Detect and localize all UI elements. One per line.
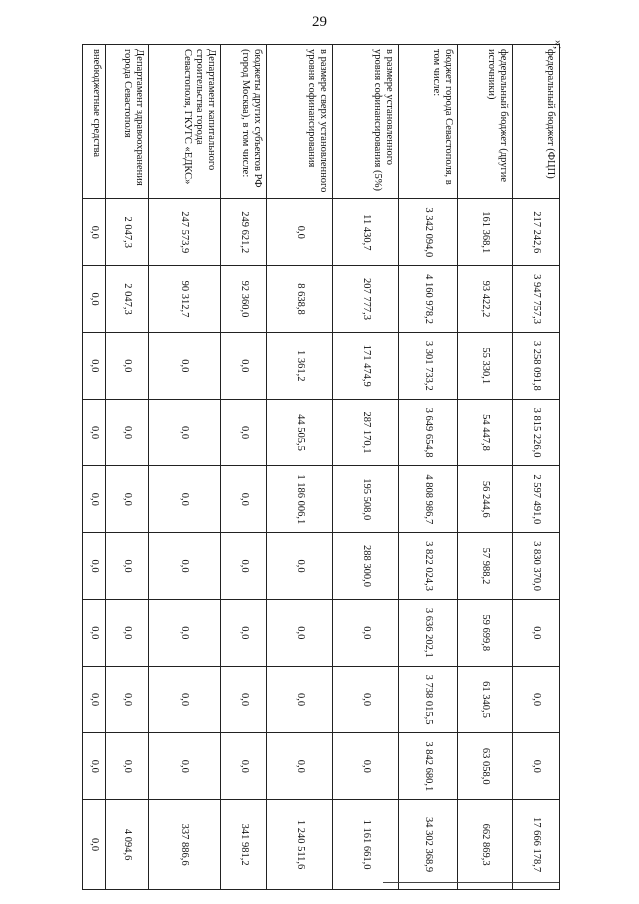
year-value-cell: 0,0 <box>513 733 560 800</box>
table-row <box>398 45 457 890</box>
year-value-cell: 0,0 <box>148 466 220 533</box>
row-total-cell: 0,0 <box>83 800 106 890</box>
row-label: в размере сверх установленного уровня софинансирования <box>267 45 333 199</box>
year-value-cell: 247 573,9 <box>148 199 220 266</box>
year-value-cell: 0,0 <box>267 733 333 800</box>
year-value-cell: 0,0 <box>83 332 106 399</box>
year-value-cell: 0,0 <box>220 399 267 466</box>
year-value-cell: 0,0 <box>267 199 333 266</box>
year-value-cell: 0,0 <box>220 533 267 600</box>
year-value-cell: 0,0 <box>513 599 560 666</box>
table-row <box>513 45 560 890</box>
year-value-cell: 0,0 <box>106 332 148 399</box>
row-label: федеральный бюджет (ФЦП) <box>513 45 560 199</box>
year-value-cell: 3 649 654,8 <box>398 399 457 466</box>
year-value-cell: 4 808 986,7 <box>398 466 457 533</box>
year-value-cell: 0,0 <box>267 533 333 600</box>
row-total-cell: 34 302 368,9 <box>398 800 457 890</box>
row-total-cell: 337 886,6 <box>148 800 220 890</box>
year-value-cell: 0,0 <box>83 666 106 733</box>
table-row <box>267 45 333 890</box>
row-label: федеральный бюджет (другие источники) <box>458 45 513 199</box>
row-label: бюджет города Севастополя, в том числе: <box>398 45 457 199</box>
year-value-cell: 0,0 <box>148 666 220 733</box>
table-row <box>83 45 106 890</box>
year-value-cell: 0,0 <box>83 199 106 266</box>
row-label: Департамент здравоохранения города Севастополя <box>106 45 148 199</box>
year-value-cell: 3 301 733,2 <box>398 332 457 399</box>
row-total-cell: 1 161 661,0 <box>333 800 399 890</box>
year-value-cell: 0,0 <box>333 666 399 733</box>
row-label: в размере установленного уровня софинансирования (5%) <box>333 45 399 199</box>
year-value-cell: 56 244,6 <box>458 466 513 533</box>
year-value-cell: 0,0 <box>220 599 267 666</box>
year-value-cell: 0,0 <box>106 466 148 533</box>
year-value-cell: 207 777,3 <box>333 266 399 333</box>
year-value-cell: 0,0 <box>106 666 148 733</box>
year-value-cell: 11 430,7 <box>333 199 399 266</box>
year-value-cell: 0,0 <box>106 599 148 666</box>
year-value-cell: 0,0 <box>83 466 106 533</box>
year-value-cell: 0,0 <box>333 599 399 666</box>
year-value-cell: 0,0 <box>220 733 267 800</box>
year-value-cell: 0,0 <box>106 733 148 800</box>
side-mark: »; <box>552 40 566 50</box>
year-value-cell: 249 621,2 <box>220 199 267 266</box>
year-value-cell: 8 638,8 <box>267 266 333 333</box>
year-value-cell: 54 447,8 <box>458 399 513 466</box>
year-value-cell: 171 474,9 <box>333 332 399 399</box>
year-value-cell: 92 360,0 <box>220 266 267 333</box>
row-label: Департамент капитального строительства города Севастополя, ГКУГС «ЕДКС» <box>148 45 220 199</box>
year-value-cell: 3 947 757,3 <box>513 266 560 333</box>
year-value-cell: 1 186 006,1 <box>267 466 333 533</box>
year-value-cell: 0,0 <box>148 533 220 600</box>
rotated-table-container <box>82 44 560 890</box>
year-value-cell: 0,0 <box>148 332 220 399</box>
year-value-cell: 0,0 <box>148 733 220 800</box>
year-value-cell: 55 330,1 <box>458 332 513 399</box>
year-value-cell: 161 368,1 <box>458 199 513 266</box>
row-total-cell: 17 666 178,7 <box>513 800 560 890</box>
year-value-cell: 0,0 <box>83 733 106 800</box>
year-value-cell: 1 361,2 <box>267 332 333 399</box>
table-row <box>106 45 148 890</box>
year-value-cell: 3 738 015,5 <box>398 666 457 733</box>
financing-table <box>82 44 560 890</box>
year-value-cell: 0,0 <box>267 599 333 666</box>
year-value-cell: 0,0 <box>106 399 148 466</box>
year-value-cell: 0,0 <box>83 399 106 466</box>
row-total-cell: 341 981,2 <box>220 800 267 890</box>
year-value-cell: 3 842 680,1 <box>398 733 457 800</box>
year-value-cell: 0,0 <box>220 332 267 399</box>
row-label: бюджеты других субъектов РФ (город Москва), в том числе: <box>220 45 267 199</box>
year-value-cell: 0,0 <box>83 266 106 333</box>
year-value-cell: 0,0 <box>83 533 106 600</box>
year-value-cell: 0,0 <box>106 533 148 600</box>
row-total-cell: 662 869,3 <box>458 800 513 890</box>
year-value-cell: 0,0 <box>333 733 399 800</box>
footer-line <box>383 882 559 883</box>
year-value-cell: 2 597 491,0 <box>513 466 560 533</box>
table-row <box>220 45 267 890</box>
year-value-cell: 63 058,0 <box>458 733 513 800</box>
year-value-cell: 287 170,1 <box>333 399 399 466</box>
year-value-cell: 93 422,2 <box>458 266 513 333</box>
year-value-cell: 0,0 <box>83 599 106 666</box>
year-value-cell: 2 047,3 <box>106 266 148 333</box>
row-total-cell: 1 240 511,6 <box>267 800 333 890</box>
page-number: 29 <box>312 14 327 30</box>
year-value-cell: 57 988,2 <box>458 533 513 600</box>
year-value-cell: 4 160 978,2 <box>398 266 457 333</box>
year-value-cell: 3 636 202,1 <box>398 599 457 666</box>
row-total-cell: 4 094,6 <box>106 800 148 890</box>
year-value-cell: 3 258 091,8 <box>513 332 560 399</box>
year-value-cell: 3 342 094,0 <box>398 199 457 266</box>
year-value-cell: 0,0 <box>220 466 267 533</box>
year-value-cell: 0,0 <box>148 399 220 466</box>
row-label: внебюджетные средства <box>83 45 106 199</box>
year-value-cell: 61 340,5 <box>458 666 513 733</box>
table-row <box>148 45 220 890</box>
year-value-cell: 0,0 <box>148 599 220 666</box>
year-value-cell: 217 242,6 <box>513 199 560 266</box>
year-value-cell: 90 312,7 <box>148 266 220 333</box>
year-value-cell: 0,0 <box>513 666 560 733</box>
year-value-cell: 3 830 370,0 <box>513 533 560 600</box>
year-value-cell: 2 047,3 <box>106 199 148 266</box>
year-value-cell: 3 815 226,0 <box>513 399 560 466</box>
table-row <box>333 45 399 890</box>
year-value-cell: 3 822 024,3 <box>398 533 457 600</box>
year-value-cell: 0,0 <box>267 666 333 733</box>
year-value-cell: 59 699,8 <box>458 599 513 666</box>
year-value-cell: 195 508,0 <box>333 466 399 533</box>
year-value-cell: 0,0 <box>220 666 267 733</box>
year-value-cell: 288 300,0 <box>333 533 399 600</box>
table-row <box>458 45 513 890</box>
year-value-cell: 44 505,5 <box>267 399 333 466</box>
